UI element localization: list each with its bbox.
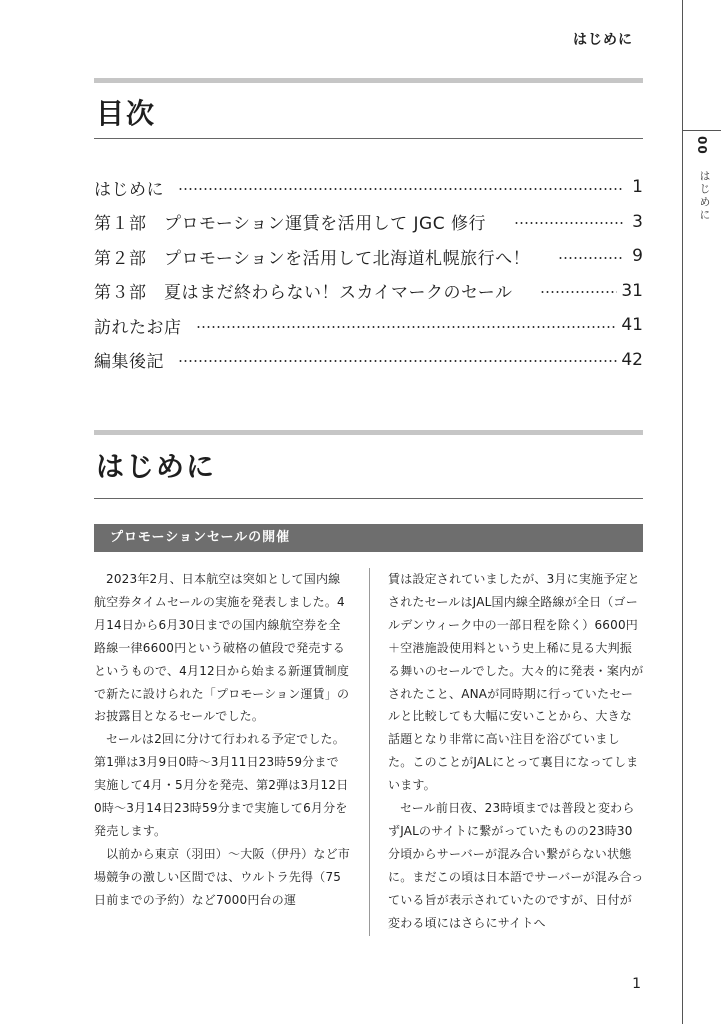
toc-leader-dots [196,326,618,328]
body-paragraph: 以前から東京（羽田）〜大阪（伊丹）など市場競争の激しい区間では、ウルトラ先得（75日前までの予約）など7000円台の運 [94,846,351,907]
toc-title-underline [94,138,643,139]
intro-title: はじめに [96,450,217,483]
toc-entry[interactable] [94,308,643,343]
toc-title: 目次 [96,97,157,130]
body-column-right [388,568,644,935]
toc-entry-label: 訪れたお店 [94,317,182,338]
toc-entry-label: 第３部 夏はまだ終わらない！スカイマークのセール [94,283,513,304]
column-divider [369,568,370,936]
side-tab-divider [682,130,721,131]
toc-leader-dots [540,291,617,293]
toc-entry-label: はじめに [94,179,164,200]
toc-entry-page: 42 [621,349,643,370]
intro-top-rule [94,430,643,435]
body-column-left [94,568,350,912]
table-of-contents [94,170,643,377]
toc-entry[interactable] [94,343,643,378]
toc-entry-page: 31 [621,280,643,301]
toc-entry-label: 第２部 プロモーションを活用して北海道札幌旅行へ！ [94,248,531,269]
body-paragraph: セールは2回に分けて行われる予定でした。第1弾は3月9日0時〜3月11日23時59分まで実施して4月・5月分を発売、第2弾は3月12日0時〜3月14日23時59分まで実施して6月分を発売します。 [94,732,349,838]
toc-entry-label: 第１部 プロモーション運賃を活用して JGC 修行 [94,214,487,235]
page-number: 1 [632,976,641,992]
side-tab-number: 00 [695,136,709,155]
toc-entry[interactable] [94,274,643,309]
side-margin-rule [682,0,683,1024]
section-banner: プロモーションセールの開催 [94,524,643,552]
toc-leader-dots [178,188,623,190]
toc-entry-page: 9 [632,246,643,267]
toc-leader-dots [178,360,617,362]
body-paragraph: 2023年2月、日本航空は突如として国内線航空券タイムセールの実施を発表しました。4月14日から6月30日までの国内線航空券を全路線一律6600円という破格の値段で発売するというもので、4月12日から始まる新運賃制度で新たに設けられた「プロモーション運賃」のお披露目となるセールでした。 [94,572,350,724]
toc-entry-label: 編集後記 [94,352,164,373]
body-paragraph: 賃は設定されていましたが、3月に実施予定とされたセールはJAL国内線全路線が全日（ゴールデンウィーク中の一部日程を除く）6600円＋空港施設使用料という史上稀に見る大判振る舞いのセールでした。大々的に発表・案内がされたこと、ANAが同時期に行っていたセールと比較しても大幅に安いことから、大きな話題となり非常に高い注目を浴びていました。このことがJALにとって裏目になってしまいます。 [388,572,644,793]
toc-entry[interactable] [94,205,643,240]
running-head: はじめに [573,32,633,48]
toc-entry-page: 41 [621,315,643,336]
toc-entry[interactable] [94,170,643,205]
toc-entry[interactable] [94,239,643,274]
toc-leader-dots [558,257,623,259]
side-tab-label: はじめに [698,170,711,222]
toc-entry-page: 1 [632,177,643,198]
toc-entry-page: 3 [632,211,643,232]
toc-leader-dots [514,222,623,224]
intro-title-underline [94,498,643,499]
body-paragraph: セール前日夜、23時頃までは普段と変わらずJALのサイトに繋がっていたものの23時30分頃からサーバーが混み合い繋がらない状態に。まだこの頃は日本語でサーバーが混み合っている旨が表示されていたのですが、日付が変わる頃にはさらにサイトへ [388,801,644,930]
toc-top-rule [94,78,643,83]
